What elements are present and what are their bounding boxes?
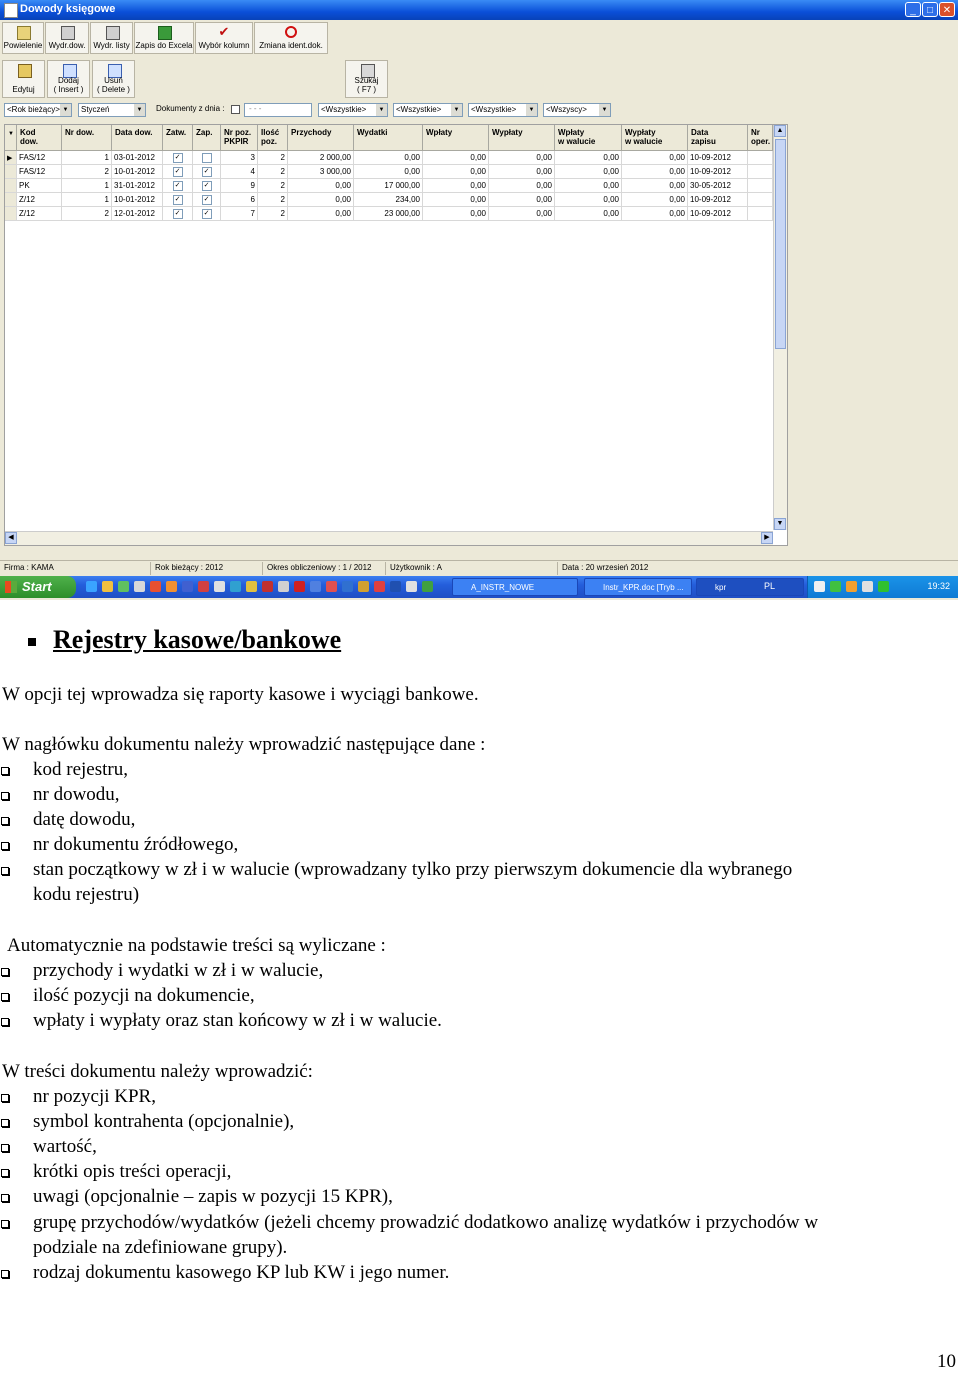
start-button[interactable]: Start [0,576,76,598]
table-cell[interactable] [193,165,221,179]
speaker-icon[interactable] [862,581,873,592]
date-filter-input[interactable]: - - - [244,103,312,117]
table-cell: 0,00 [622,179,688,193]
checkbox-bullet-icon [1,1018,9,1026]
list-item-continuation: podziale na zdefiniowane grupy). [33,1237,288,1258]
month-select[interactable]: Styczeń ▼ [78,103,146,117]
table-cell: FAS/12 [17,151,62,165]
table-cell[interactable] [193,193,221,207]
table-cell: 3 [221,151,258,165]
table-cell: 2 000,00 [288,151,354,165]
filter-select-3[interactable]: <Wszystkie> ▼ [468,103,538,117]
checkbox-bullet-icon [1,993,9,1001]
table-cell: 31-01-2012 [112,179,163,193]
checkbox-bullet-icon [1,792,9,800]
table-cell: 0,00 [622,193,688,207]
desktop-icon[interactable] [118,581,129,592]
table-cell: 0,00 [489,165,555,179]
table-cell: Z/12 [17,193,62,207]
chevron-down-icon: ▼ [134,104,145,116]
taskbar [0,576,958,598]
checkbox-bullet-icon [1,1194,9,1202]
app-window [0,0,958,600]
status-company: Firma : KAMA [4,563,54,572]
table-cell: 10-09-2012 [688,207,748,221]
choose-columns-button[interactable]: ✔ Wybór kolumn [195,22,253,54]
checked-checkbox[interactable]: ✓ [202,167,212,177]
add-button[interactable]: Dodaj ( Insert ) [47,60,90,98]
table-cell: 0,00 [555,193,622,207]
table-cell: 1 [62,151,112,165]
app-icon[interactable] [150,581,161,592]
date-filter-checkbox[interactable] [231,105,240,114]
status-bar [0,560,958,576]
duplicate-button[interactable]: Powielenie [2,22,44,54]
table-cell: 12-01-2012 [112,207,163,221]
table-cell: 2 [258,207,288,221]
chevron-down-icon: ▼ [376,104,387,116]
table-cell: 3 000,00 [288,165,354,179]
checked-checkbox[interactable]: ✓ [202,195,212,205]
table-cell: 10-09-2012 [688,151,748,165]
app-icon[interactable] [358,581,369,592]
year-select[interactable]: <Rok bieżący> ▼ [4,103,72,117]
network-icon[interactable] [878,581,889,592]
app-icon[interactable] [326,581,337,592]
row-indicator[interactable] [5,193,17,207]
change-id-button[interactable]: Zmiana ident.dok. [254,22,328,54]
print-list-button[interactable]: Wydr. listy [90,22,133,54]
list-item-continuation: kodu rejestru) [33,884,140,905]
table-cell: 23 000,00 [354,207,423,221]
checked-checkbox[interactable]: ✓ [202,209,212,219]
table-cell: 0,00 [622,207,688,221]
unchecked-checkbox[interactable] [202,153,212,163]
table-cell[interactable] [193,207,221,221]
edit-button[interactable]: Edytuj [2,60,45,98]
outlook-icon[interactable] [102,581,113,592]
table-cell[interactable] [193,179,221,193]
app-icon[interactable] [406,581,417,592]
column-header[interactable]: Wpłaty w walucie [555,125,622,151]
row-indicator[interactable] [5,207,17,221]
table-cell: 10-01-2012 [112,165,163,179]
chevron-down-icon: ▼ [599,104,610,116]
table-cell: 17 000,00 [354,179,423,193]
windows-logo-icon [5,581,17,593]
header-intro: W nagłówku dokumentu należy wprowadzić następujące dane : [2,734,486,755]
table-cell: 0,00 [555,151,622,165]
table-cell[interactable] [163,165,193,179]
title-bar[interactable] [0,0,958,20]
vertical-scrollbar[interactable] [773,125,787,530]
table-cell: 4 [221,165,258,179]
checked-checkbox[interactable]: ✓ [173,167,183,177]
delete-button[interactable]: Usuń ( Delete ) [92,60,135,98]
app-icon[interactable] [214,581,225,592]
calculator-icon[interactable] [134,581,145,592]
filter-select-4[interactable]: <Wszyscy> ▼ [543,103,611,117]
scroll-down-icon[interactable]: ▼ [774,518,786,530]
printer-icon [61,26,75,40]
table-cell: 0,00 [288,207,354,221]
row-indicator[interactable] [5,165,17,179]
filter-select-2[interactable]: <Wszystkie> ▼ [393,103,463,117]
table-cell: 0,00 [354,165,423,179]
app-icon[interactable] [166,581,177,592]
row-indicator[interactable] [5,151,17,165]
scroll-up-icon[interactable]: ▲ [774,125,786,137]
checkbox-bullet-icon [1,867,9,875]
export-excel-button[interactable]: Zapis do Excela [134,22,194,54]
app-icon[interactable] [278,581,289,592]
table-cell: 0,00 [622,165,688,179]
horizontal-scrollbar[interactable] [5,531,773,545]
language-indicator[interactable]: PL [764,581,776,591]
checkbox-bullet-icon [1,968,9,976]
table-cell: 2 [258,165,288,179]
app-icon[interactable] [262,581,273,592]
chevron-down-icon: ▼ [451,104,462,116]
chevron-down-icon: ▼ [60,104,71,116]
column-header[interactable]: Zap. [193,125,221,151]
page-number: 10 [937,1351,956,1372]
app-icon[interactable] [230,581,241,592]
table-cell: 2 [62,207,112,221]
column-header[interactable]: Zatw. [163,125,193,151]
table-cell: 2 [258,193,288,207]
table-cell: 0,00 [354,151,423,165]
table-cell [748,207,773,221]
filter-bar [0,103,958,119]
table-cell: 0,00 [622,151,688,165]
column-header[interactable]: Wypłaty [489,125,555,151]
column-header[interactable]: Data dow. [112,125,163,151]
table-cell: 0,00 [489,179,555,193]
no-entry-icon [285,26,297,38]
checked-checkbox[interactable]: ✓ [173,209,183,219]
table-cell: 10-09-2012 [688,193,748,207]
toolbar-edit [2,60,390,100]
status-period: Okres obliczeniowy : 1 / 2012 [267,563,372,572]
column-header[interactable]: Wpłaty [423,125,489,151]
checkbox-bullet-icon [1,1094,9,1102]
search-button[interactable]: Szukaj ( F7 ) [345,60,388,98]
intro-paragraph: W opcji tej wprowadza się raporty kasowe i wyciągi bankowe. [2,684,479,705]
grid-header [5,125,773,151]
table-cell: 0,00 [555,207,622,221]
table-cell: 9 [221,179,258,193]
checked-checkbox[interactable]: ✓ [202,181,212,191]
table-cell[interactable] [163,179,193,193]
app-icon[interactable] [182,581,193,592]
app-icon[interactable] [374,581,385,592]
sort-down-icon: ▼ [8,131,14,137]
task-kpr[interactable]: kpr [696,578,804,596]
table-cell: 10-09-2012 [688,165,748,179]
table-cell[interactable] [163,193,193,207]
table-cell: 7 [221,207,258,221]
copy-icon [17,26,31,40]
table-row[interactable] [5,207,773,221]
print-document-button[interactable]: Wydr.dow. [45,22,89,54]
checked-checkbox[interactable]: ✓ [173,195,183,205]
app-icon[interactable] [390,581,401,592]
checked-checkbox[interactable]: ✓ [173,153,183,163]
table-cell: 6 [221,193,258,207]
table-row[interactable] [5,165,773,179]
table-cell: 0,00 [288,179,354,193]
close-button[interactable]: ✕ [939,2,955,17]
table-cell[interactable] [193,151,221,165]
checkbox-bullet-icon [1,842,9,850]
table-cell: 0,00 [489,193,555,207]
table-cell: 10-01-2012 [112,193,163,207]
edit-icon [18,64,32,78]
checkbox-bullet-icon [1,767,9,775]
table-cell: 0,00 [489,151,555,165]
table-row[interactable] [5,193,773,207]
auto-intro: Automatycznie na podstawie treści są wyliczane : [7,935,386,956]
column-header[interactable]: Kod dow. [17,125,62,151]
scroll-right-icon[interactable]: ▶ [761,532,773,544]
table-cell: 2 [62,165,112,179]
checkbox-bullet-icon [1,1220,9,1228]
table-cell: FAS/12 [17,165,62,179]
task-word-document[interactable]: Instr_KPR.doc [Tryb ... [584,578,692,596]
app-icon[interactable] [294,581,305,592]
row-indicator-header [5,125,17,151]
status-user: Użytkownik : A [390,563,443,572]
table-row[interactable] [5,179,773,193]
checkbox-bullet-icon [1,1270,9,1278]
status-date: Data : 20 wrzesień 2012 [562,563,649,572]
checked-checkbox[interactable]: ✓ [173,181,183,191]
table-cell: 1 [62,179,112,193]
table-cell: 1 [62,193,112,207]
table-cell: 2 [258,179,288,193]
app-icon[interactable] [342,581,353,592]
table-cell: 0,00 [555,179,622,193]
excel-icon [158,26,172,40]
system-tray [764,576,958,598]
tray-icon[interactable] [830,581,841,592]
chevron-down-icon: ▼ [526,104,537,116]
column-header[interactable]: Przychody [288,125,354,151]
filter-select-1[interactable]: <Wszystkie> ▼ [318,103,388,117]
table-cell: 0,00 [489,207,555,221]
app-icon[interactable] [246,581,257,592]
table-cell: 0,00 [555,165,622,179]
row-indicator[interactable] [5,179,17,193]
table-cell: 0,00 [423,207,489,221]
square-bullet-icon [28,638,36,646]
column-header[interactable]: Ilość poz. [258,125,288,151]
column-header[interactable]: Wypłaty w walucie [622,125,688,151]
table-cell [748,151,773,165]
table-cell[interactable] [163,151,193,165]
documents-grid [4,124,788,546]
maximize-button[interactable]: □ [922,2,938,17]
app-icon[interactable] [310,581,321,592]
column-header[interactable]: Nr poz. PKPIR [221,125,258,151]
table-cell: Z/12 [17,207,62,221]
clock: 19:32 [927,581,950,591]
document-icon [4,3,18,18]
content-intro: W treści dokumentu należy wprowadzić: [2,1061,313,1082]
app-icon[interactable] [422,581,433,592]
ie-icon[interactable] [86,581,97,592]
table-cell: 0,00 [423,179,489,193]
column-header[interactable]: Wydatki [354,125,423,151]
app-icon[interactable] [198,581,209,592]
table-cell: 30-05-2012 [688,179,748,193]
column-header[interactable]: Nr oper. [748,125,773,151]
table-row[interactable] [5,151,773,165]
table-cell: 234,00 [354,193,423,207]
scroll-left-icon[interactable]: ◀ [5,532,17,544]
table-cell: 0,00 [423,193,489,207]
status-year: Rok bieżący : 2012 [155,563,224,572]
table-cell: 0,00 [423,165,489,179]
table-cell [748,193,773,207]
window-title: Dowody księgowe [20,3,116,15]
checkmark-icon: ✔ [218,24,230,39]
toolbar-main [2,22,329,56]
table-cell: PK [17,179,62,193]
table-cell[interactable] [163,207,193,221]
tray-icon[interactable] [814,581,825,592]
current-row-icon: ▶ [7,155,13,162]
column-header[interactable]: Data zapisu [688,125,748,151]
table-cell [748,165,773,179]
checkbox-bullet-icon [1,1119,9,1127]
task-folder[interactable]: A_INSTR_NOWE [452,578,578,596]
table-cell: 0,00 [288,193,354,207]
checkbox-bullet-icon [1,817,9,825]
column-header[interactable]: Nr dow. [62,125,112,151]
scroll-thumb[interactable] [775,139,786,349]
minimize-button[interactable]: _ [905,2,921,17]
table-cell [748,179,773,193]
printer-icon [106,26,120,40]
table-cell: 0,00 [423,151,489,165]
checkbox-bullet-icon [1,1169,9,1177]
date-filter-label: Dokumenty z dnia : [156,104,225,113]
tray-icon[interactable] [846,581,857,592]
table-cell: 03-01-2012 [112,151,163,165]
table-cell: 2 [258,151,288,165]
checkbox-bullet-icon [1,1144,9,1152]
